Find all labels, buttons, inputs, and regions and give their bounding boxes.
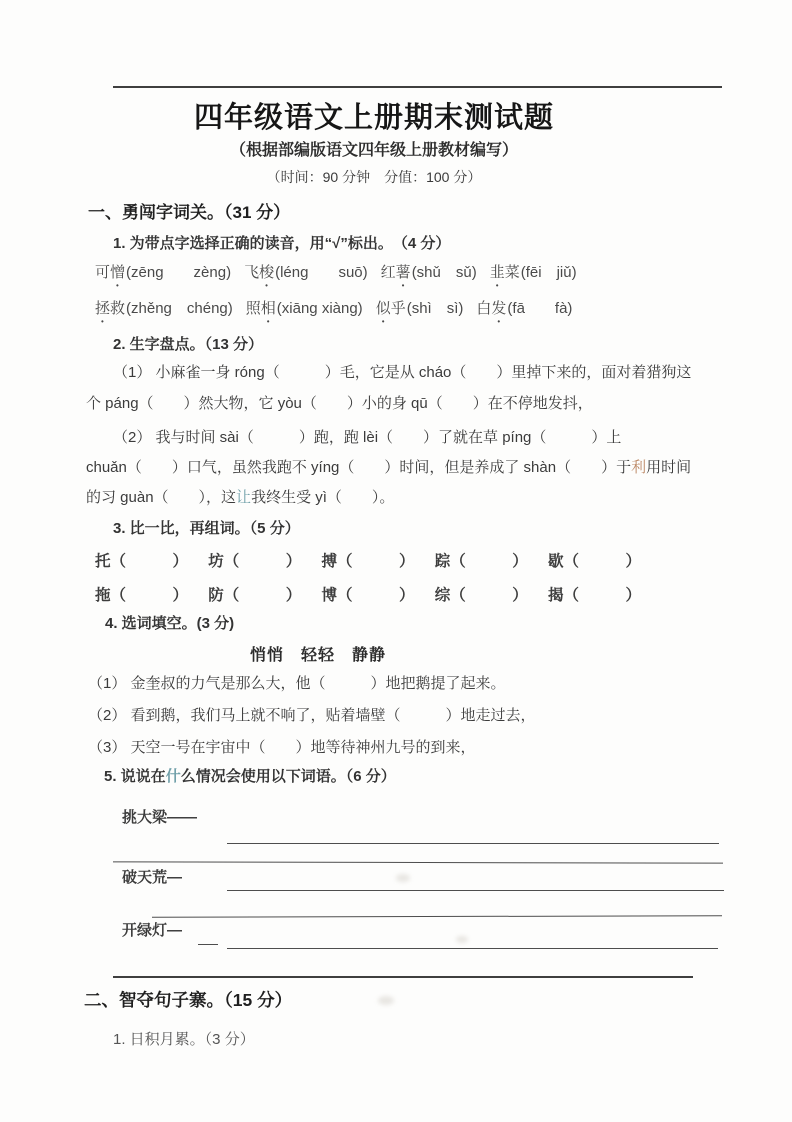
q2-p2-line3 — [86, 486, 394, 507]
text-segment: 5. 说说在 — [104, 768, 166, 785]
char-plain: 乎 — [390, 300, 406, 317]
dotted-char: 似 — [375, 300, 391, 317]
dotted-char: 相 — [260, 300, 276, 317]
pinyin-options: (léng suō) — [275, 264, 368, 281]
page-subtitle: （根据部编版语文四年级上册教材编写） — [229, 142, 518, 159]
answer-line — [227, 948, 718, 949]
blank-paren: （ ） — [450, 587, 528, 604]
word-pair-cell — [95, 549, 188, 571]
text-segment: 用时间 — [646, 459, 692, 476]
answer-line — [113, 861, 723, 863]
pinyin-item — [490, 261, 577, 290]
pinyin-item — [95, 261, 231, 290]
q2-heading: 2. 生字盘点。（13 分） — [113, 336, 264, 353]
section2-heading: 二、智夺句子寨。（15 分） — [84, 990, 293, 1010]
text-segment: 我终生受 yì（ ）。 — [251, 489, 395, 506]
highlighted-char: 让 — [236, 489, 252, 506]
dotted-char: 韭 — [489, 264, 505, 281]
q4-item: （1） 金奎叔的力气是那么大，他（ ）地把鹅提了起来。 — [88, 675, 506, 692]
word-pair-cell — [435, 549, 528, 571]
char: 综 — [434, 587, 451, 604]
char-plain: 照 — [245, 300, 261, 317]
dotted-char: 拯 — [95, 300, 111, 317]
top-rule — [113, 86, 722, 88]
word-pair-cell — [548, 583, 641, 605]
scan-smudge — [396, 874, 410, 882]
pinyin-options: (fēi jiǔ) — [520, 264, 577, 281]
blank-paren: （ ） — [223, 587, 302, 604]
char: 坊 — [208, 553, 224, 570]
highlighted-char: 什 — [165, 768, 181, 785]
char-plain: 红 — [380, 264, 396, 281]
pinyin-item — [381, 261, 477, 290]
blank-paren: （ ） — [450, 553, 528, 570]
q2-p1-line1: （1） 小麻雀一身 róng（ ）毛，它是从 cháo（ ）里掉下来的，面对着猎狗这 — [113, 364, 692, 381]
pinyin-item — [95, 297, 233, 326]
q2-p1-line2: 个 páng（ ）然大物，它 yòu（ ）小的身 qū（ ）在不停地发抖， — [86, 395, 593, 412]
blank-paren: （ ） — [563, 587, 641, 604]
word-pair-cell — [208, 583, 301, 605]
dotted-char: 憎 — [110, 264, 126, 281]
q3-heading: 3. 比一比，再组词。（5 分） — [113, 520, 300, 537]
text-segment: 的习 guàn（ ），这 — [86, 489, 237, 506]
page-title: 四年级语文上册期末测试题 — [193, 102, 554, 134]
char: 歇 — [547, 553, 564, 570]
pinyin-options: (zhěng chéng) — [126, 300, 233, 317]
q5-term: 开绿灯— — [122, 922, 183, 939]
answer-line — [227, 843, 719, 844]
char: 托 — [95, 553, 111, 570]
word-pair-cell — [95, 583, 188, 605]
q4-item: （3） 天空一号在宇宙中（ ）地等待神州九号的到来， — [88, 739, 476, 756]
q5-stem — [104, 765, 396, 786]
char: 搏 — [321, 553, 337, 570]
blank-paren: （ ） — [110, 553, 189, 570]
char: 拖 — [95, 587, 111, 604]
char-plain: 救 — [110, 300, 126, 317]
q1-stem: 1. 为带点字选择正确的读音，用“√”标出。 （4 分） — [113, 235, 451, 252]
word-pair-cell — [321, 549, 414, 571]
word-pair-cell — [548, 549, 641, 571]
pinyin-options: (shì sì) — [406, 300, 464, 317]
q-item: 1. 日积月累。（3 分） — [113, 1031, 255, 1048]
pinyin-options: (zēng zèng) — [126, 264, 232, 281]
q2-p2-line2 — [86, 456, 691, 477]
q2-p2-line1: （2） 我与时间 sài（ ）跑，跑 lèi（ ）了就在草 píng（ ）上 — [113, 429, 622, 446]
answer-line-fragment — [198, 944, 218, 945]
pinyin-options: (fā fà) — [507, 300, 573, 317]
dotted-char: 梭 — [259, 264, 275, 281]
q3-row1 — [95, 549, 641, 571]
char-plain: 可 — [95, 264, 111, 281]
word-pair-cell — [321, 583, 414, 605]
word-pair-cell — [208, 549, 301, 571]
q5-term: 挑大梁—— — [122, 809, 198, 826]
highlighted-char: 利 — [631, 459, 647, 476]
dotted-char: 薯 — [395, 264, 411, 281]
blank-paren: （ ） — [563, 553, 641, 570]
word-bank: 悄悄 轻轻 静静 — [250, 647, 387, 664]
char-plain: 菜 — [504, 264, 520, 281]
scan-smudge — [456, 936, 468, 943]
word-pair-cell — [435, 583, 528, 605]
pinyin-item — [244, 261, 368, 290]
blank-paren: （ ） — [336, 587, 415, 604]
text-segment: chuǎn（ ）口气，虽然我跑不 yíng（ ）时间，但是养成了 shàn（ ）于 — [86, 459, 632, 476]
answer-line — [227, 890, 724, 891]
pinyin-item — [476, 297, 572, 326]
blank-paren: （ ） — [110, 587, 189, 604]
blank-paren: （ ） — [223, 553, 302, 570]
scan-smudge — [378, 996, 394, 1005]
char: 防 — [208, 587, 224, 604]
text-segment: 么情况会使用以下词语。（6 分） — [180, 768, 396, 785]
section1-heading: 一、勇闯字词关。（31 分） — [88, 203, 291, 222]
section-divider — [113, 976, 693, 978]
char: 揭 — [547, 587, 564, 604]
char-plain: 飞 — [244, 264, 260, 281]
char: 博 — [321, 587, 337, 604]
blank-paren: （ ） — [336, 553, 415, 570]
q1-row2 — [95, 297, 572, 326]
q4-heading: 4. 选词填空。(3 分) — [105, 615, 235, 632]
page-meta: （时间：90 分钟 分值：100 分） — [266, 169, 482, 185]
pinyin-options: (shǔ sǔ) — [411, 264, 477, 281]
pinyin-item — [376, 297, 464, 326]
pinyin-item — [246, 297, 363, 326]
q5-term: 破天荒— — [122, 869, 183, 886]
pinyin-options: (xiāng xiàng) — [276, 300, 363, 317]
q3-row2 — [95, 583, 641, 605]
answer-line — [152, 915, 722, 917]
char: 踪 — [434, 553, 451, 570]
char-plain: 白 — [476, 300, 492, 317]
q1-row1 — [95, 261, 577, 290]
dotted-char: 发 — [491, 300, 507, 317]
q4-item: （2） 看到鹅，我们马上就不响了，贴着墙壁（ ）地走过去， — [88, 707, 536, 724]
